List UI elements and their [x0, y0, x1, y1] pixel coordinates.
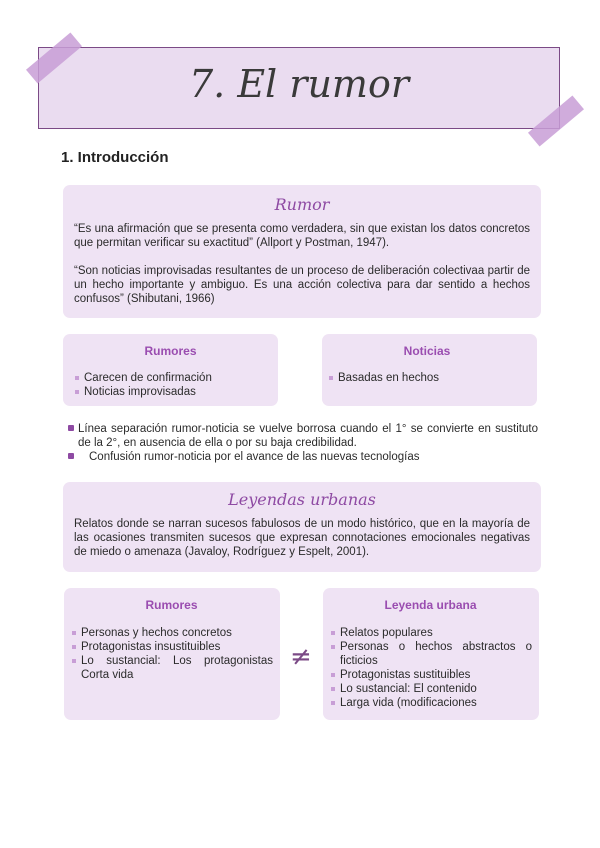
- list-item: Personas o hechos abstractos o ficticios: [329, 640, 532, 668]
- list-item: Lo sustancial: El contenido: [329, 682, 532, 696]
- rumor-quote-allport: “Es una afirmación que se presenta como verdadera, sin que existan los datos concretos que permitan verificar su exactitud” (Allport y Postman, 1947).: [74, 223, 530, 249]
- list-item: Lo sustancial: Los protagonistas Corta vida: [70, 654, 273, 682]
- not-equal-symbol: ≠: [290, 642, 312, 672]
- rumores-vs-card: [64, 588, 280, 720]
- list-item: Carecen de confirmación: [73, 371, 268, 385]
- rumores-vs-card-title: Rumores: [145, 598, 198, 612]
- rumores-card-title: Rumores: [144, 344, 197, 358]
- leyenda-urbana-list: [329, 626, 532, 710]
- list-item: Personas y hechos concretos: [70, 626, 273, 640]
- leyenda-urbana-card: [323, 588, 539, 720]
- noticias-list: [327, 371, 527, 385]
- leyenda-urbana-card-title: Leyenda urbana: [384, 598, 477, 612]
- noticias-card-title: Noticias: [403, 344, 451, 358]
- rumores-list: [73, 371, 268, 399]
- leyendas-urbanas-card: [63, 482, 541, 572]
- list-item: Protagonistas insustituibles: [70, 640, 273, 654]
- list-item: Protagonistas sustituibles: [329, 668, 532, 682]
- page-title: 7. El rumor: [188, 62, 410, 106]
- rumor-card-body: [74, 222, 530, 306]
- note-item: Línea separación rumor-noticia se vuelve borrosa cuando el 1° se convierte en sustituto de la 2°, en ausencia de ella o por su baja credibilidad.: [68, 422, 538, 450]
- rumores-card: [63, 334, 278, 406]
- note-item: Confusión rumor-noticia por el avance de las nuevas tecnologías: [68, 450, 538, 464]
- rumor-definition-card: [63, 185, 541, 318]
- rumor-card-title: Rumor: [274, 195, 330, 214]
- section-heading: 1. Introducción: [61, 149, 169, 166]
- noticias-card: [322, 334, 537, 406]
- notes-list: [68, 422, 538, 464]
- title-banner: [38, 47, 560, 129]
- leyendas-card-title: Leyendas urbanas: [228, 490, 376, 509]
- list-item: Relatos populares: [329, 626, 532, 640]
- list-item: Basadas en hechos: [327, 371, 527, 385]
- rumor-quote-shibutani: “Son noticias improvisadas resultantes de un proceso de deliberación colectivaa partir de un hecho importante y ambiguo. Es una acción colectiva para dar sentido a hechos confusos” (Shibutani, 1966): [74, 265, 530, 305]
- list-item: Larga vida (modificaciones: [329, 696, 532, 710]
- list-item: Noticias improvisadas: [73, 385, 268, 399]
- leyendas-card-body: Relatos donde se narran sucesos fabulosos de un modo histórico, que en la mayoría de las ocasiones transmiten sucesos que expresan connotaciones emocionales negativas de miedo o amenaza (Javaloy, Rodríguez y Espelt, 2001).: [74, 518, 530, 558]
- rumores-vs-list: [70, 626, 273, 682]
